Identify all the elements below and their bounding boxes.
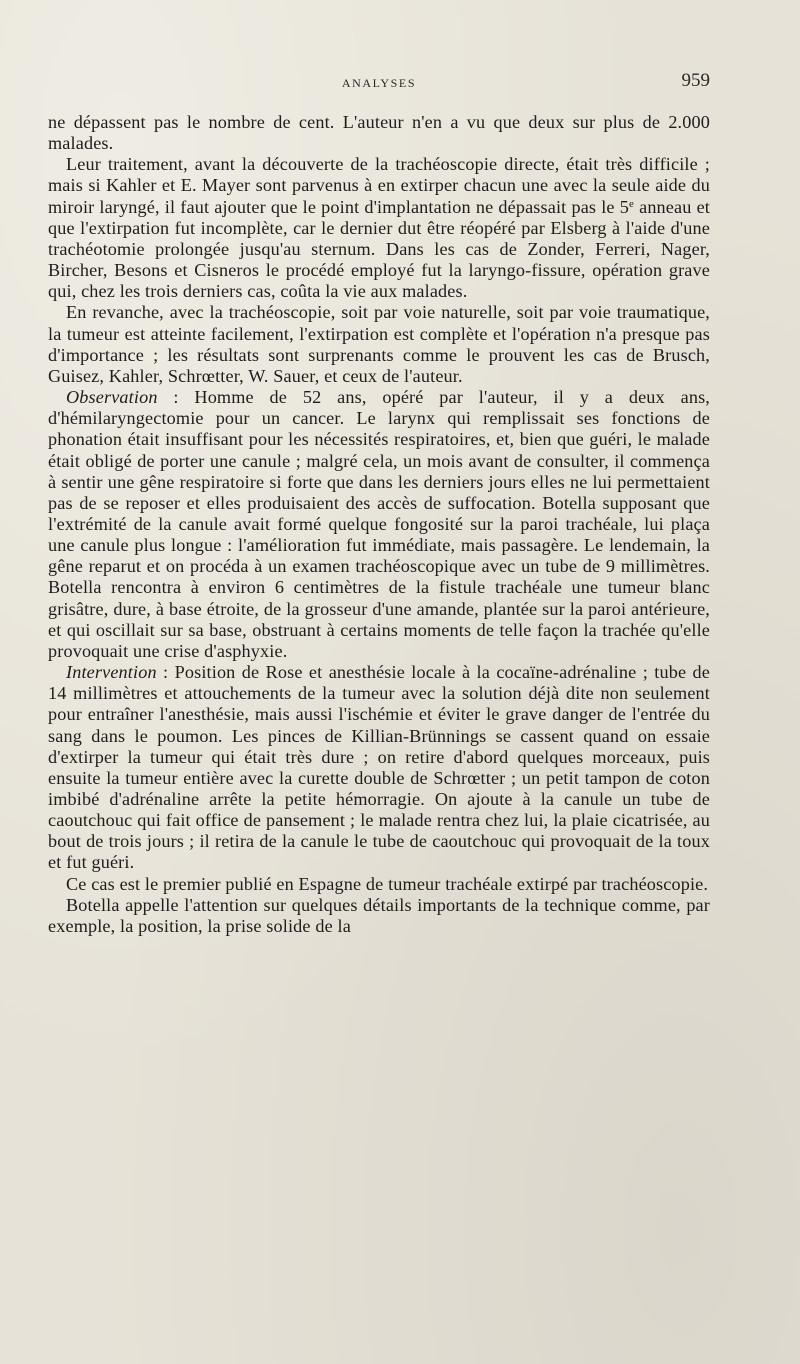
observation-label: Observation [66, 387, 158, 408]
paragraph-1 [48, 112, 710, 154]
page-number: 959 [681, 70, 710, 91]
body-text [48, 112, 710, 937]
intervention-label: Intervention [66, 662, 157, 683]
paragraph-7 [48, 895, 710, 937]
observation-text: : Homme de 52 ans, opéré par l'auteur, il y a deux ans, d'hémilaryngectomie pour un cancer. Le larynx qui remplissait ses fonctions de phonation était insuffisant pour les nécessités respiratoires, et, bien que guéri, le malade était obligé de porter une canule ; malgré cela, un mois avant de consulter, il commença à sentir une gêne respiratoire si forte que dans les derniers jours elles ne lui permettaient pas de se reposer et elles produisaient des accès de suffocation. Botella supposant que l'extrémité de la canule avait formé quelque fongosité sur la paroi trachéale, lui plaça une canule plus longue : l'amélioration fut immédiate, mais passagère. Le lendemain, la gêne reparut et on procéda à un examen trachéoscopique avec un tube de 9 millimètres. Botella rencontra à environ 6 centimètres de la fistule trachéale une tumeur blanc grisâtre, dure, à base étroite, de la grosseur d'une amande, plantée sur la paroi antérieure, et qui oscillait sur sa base, obstruant à certains moments de telle façon la trachée qu'elle provoquait une crise d'asphyxie. [48, 387, 710, 661]
intervention-text: : Position de Rose et anesthésie locale à la cocaïne-adrénaline ; tube de 14 millimètres et attouchements de la tumeur avec la solution déjà dite non seulement pour entraîner l'anesthésie, mais aussi l'ischémie et éviter le grave danger de l'entrée du sang dans le poumon. Les pinces de Killian-Brünnings se cassent quand on essaie d'extirper la tumeur qui était très dure ; on retire d'abord quelques morceaux, puis ensuite la tumeur entière avec la curette double de Schrœtter ; un petit tampon de coton imbibé d'adrénaline arrête la petite hémorragie. On ajoute à la canule un tube de caoutchouc qui fait office de pansement ; le malade rentra chez lui, la plaie cicatrisée, au bout de trois jours ; il retira de la canule le tube de caoutchouc qui provoquait de la toux et fut guéri. [48, 662, 710, 873]
paragraph-7-text: Botella appelle l'attention sur quelques détails importants de la technique comme, par exemple, la position, la prise solide de la [48, 894, 710, 936]
ordinal-superscript: e [628, 197, 635, 210]
paragraph-intervention [48, 662, 710, 874]
paragraph-1-text: ne dépassent pas le nombre de cent. L'auteur n'en a vu que deux sur plus de 2.000 malades. [48, 112, 710, 154]
page-header [48, 68, 710, 98]
paragraph-6-text: Ce cas est le premier publié en Espagne de tumeur trachéale extirpé par trachéoscopie. [66, 873, 709, 894]
paragraph-observation [48, 387, 710, 662]
paragraph-3 [48, 302, 710, 387]
paragraph-2 [48, 154, 710, 302]
paragraph-6 [48, 874, 710, 895]
paragraph-2-text-b: anneau et que l'extirpation fut incomplète, car le dernier dut être réopéré par Elsberg à l'aide d'une trachéotomie prolongée jusqu'au sternum. Dans les cas de Zonder, Ferreri, Nager, Bircher, Besons et Cisneros le procédé employé fut la laryngo-fissure, opération grave qui, chez les trois derniers cas, coûta la vie aux malades. [48, 196, 710, 302]
paragraph-2-text-a: Leur traitement, avant la découverte de la trachéoscopie directe, était très difficile ; mais si Kahler et E. Mayer sont parvenus à en extirper chacun une avec la seule aide du miroir laryngé, il faut ajouter que le point d'implantation ne dépassait pas le 5 [48, 154, 710, 217]
paragraph-3-text: En revanche, avec la trachéoscopie, soit par voie naturelle, soit par voie traumatique, la tumeur est atteinte facilement, l'extirpation est complète et l'opération n'a presque pas d'importance ; les résultats sont surprenants comme le prouvent les cas de Brusch, Guisez, Kahler, Schrœtter, W. Sauer, et ceux de l'auteur. [48, 302, 710, 386]
running-head: ANALYSES [341, 76, 417, 90]
